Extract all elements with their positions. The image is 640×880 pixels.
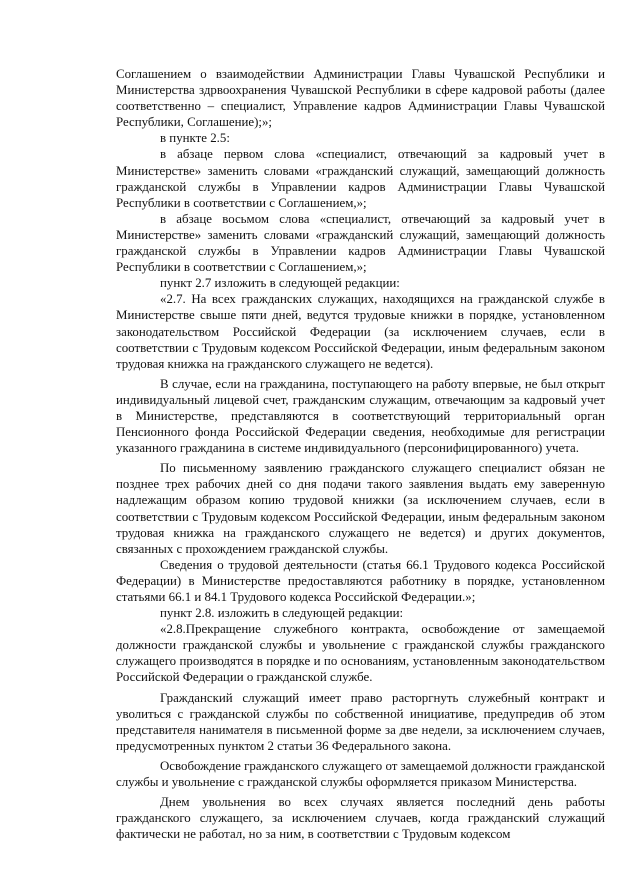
paragraph-workbook-copy: По письменному заявлению гражданского служащего специалист обязан не позднее трех рабочих дней со дня подачи такого заявления выдать ему заверенную надлежащим образом копию трудовой книжки (за исключением случаев, если в соответствии с Трудовым кодексом Российской Федерации, иным федеральным законом трудовая книжка на гражданского служащего не ведется) и других документов, связанных с прохождением гражданской службы. (116, 461, 605, 556)
paragraph-personal-account: В случае, если на гражданина, поступающего на работу впервые, не был открыт индивидуальный лицевой счет, гражданским служащим, отвечающим за кадровый учет в Министерстве, представляются в соответствующий территориальный орган Пенсионного фонда Российской Федерации сведения, необходимые для регистрации указанного гражданина в системе индивидуального (персонифицированного) учета. (116, 376, 605, 456)
document-page (116, 66, 605, 842)
paragraph-clause-2-7-text: «2.7. На всех гражданских служащих, находящихся на гражданской службе в Министерстве свыше пяти дней, ведутся трудовые книжки в порядке, установленном законодательством Российской Федерации (за исключением случаев, если в соответствии с Трудовым кодексом Российской Федерации, иным федеральным законом трудовая книжка на гражданского служащего не ведется). (116, 292, 605, 371)
paragraph-dismissal-order: Освобождение гражданского служащего от замещаемой должности гражданской службы и увольнение с гражданской службы оформляется приказом Министерства. (116, 758, 605, 790)
paragraph-resignation-right: Гражданский служащий имеет право расторгнуть служебный контракт и уволиться с гражданской службы по собственной инициативе, предупредив об этом представителя нанимателя в письменной форме за две недели, за исключением случаев, предусмотренных пунктом 2 статьи 36 Федерального закона. (116, 690, 605, 753)
paragraph-clause-2-5-intro: в пункте 2.5: (160, 131, 230, 146)
paragraph-clause-2-5-first: в абзаце первом слова «специалист, отвечающий за кадровый учет в Министерстве» заменить словами «гражданский служащий, замещающий должность гражданской службы в Управлении кадров Администрации Главы Чувашской Республики в соответствии с Соглашением,»; (116, 147, 605, 210)
paragraph-clause-2-8-text: «2.8.Прекращение служебного контракта, освобождение от замещаемой должности гражданской службы и увольнение с гражданской службы гражданского служащего производятся в порядке и по основаниям, установленным законодательством Российской Федерации о гражданской службе. (116, 622, 605, 685)
paragraph-clause-2-5-eighth: в абзаце восьмом слова «специалист, отвечающий за кадровый учет в Министерстве» заменить словами «гражданский служащий, замещающий должность гражданской службы в Управлении кадров Администрации Главы Чувашской Республики в соответствии с Соглашением,»; (116, 211, 605, 275)
paragraph-dismissal-day: Днем увольнения во всех случаях является последний день работы гражданского служащего, за исключением случаев, когда гражданский служащий фактически не работал, но за ним, в соответствии с Трудовым кодексом (116, 795, 605, 842)
paragraph-clause-2-8-intro: пункт 2.8. изложить в следующей редакции: (160, 606, 404, 621)
paragraph-clause-2-7-intro: пункт 2.7 изложить в следующей редакции: (160, 276, 400, 291)
paragraph-agreement-continuation: Соглашением о взаимодействии Администрации Главы Чувашской Республики и Министерства здрвоохранения Чувашской Республики в сфере кадровой работы (далее соответственно – специалист, Управление кадров Администрации Главы Чувашской Республики, Соглашение);»; (116, 67, 605, 130)
paragraph-labor-activity-info: Сведения о трудовой деятельности (статья 66.1 Трудового кодекса Российской Федерации) в Министерстве предоставляются работнику в порядке, установленном статьями 66.1 и 84.1 Трудового кодекса Российской Федерации.»; (116, 557, 605, 604)
